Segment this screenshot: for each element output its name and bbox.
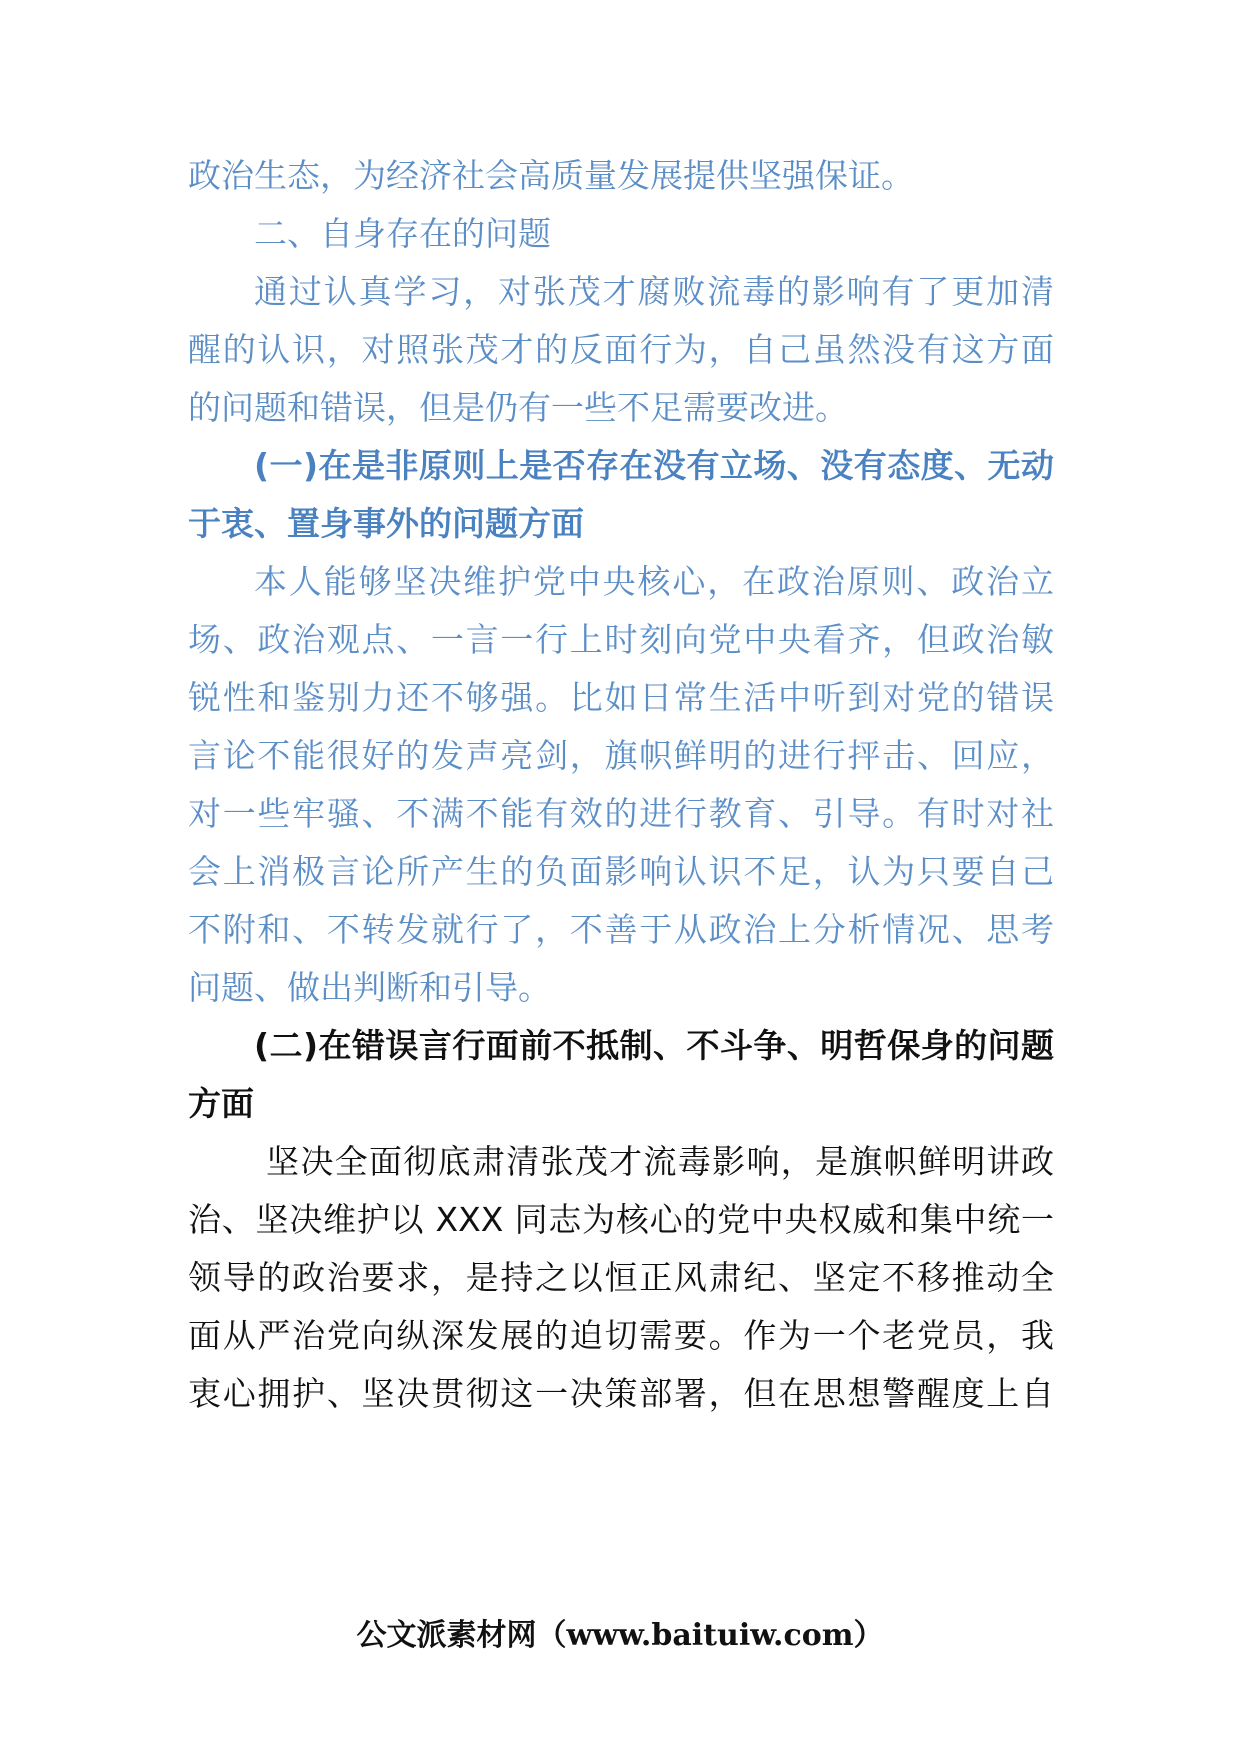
paragraph-line: 不附和、不转发就行了，不善于从政治上分析情况、思考 [188, 910, 1054, 949]
paragraph-line: 言论不能很好的发声亮剑，旗帜鲜明的进行抨击、回应， [188, 736, 1054, 775]
paragraph-line: 面从严治党向纵深发展的迫切需要。作为一个老党员，我 [188, 1316, 1054, 1355]
section-heading: 二、自身存在的问题 [254, 214, 551, 253]
paragraph-line: 政治生态，为经济社会高质量发展提供坚强保证。 [188, 156, 914, 195]
paragraph-line: 锐性和鉴别力还不够强。比如日常生活中听到对党的错误 [188, 678, 1054, 717]
paragraph-line: 衷心拥护、坚决贯彻这一决策部署，但在思想警醒度上自 [188, 1374, 1054, 1413]
paragraph-line: 醒的认识，对照张茂才的反面行为，自己虽然没有这方面 [188, 330, 1054, 369]
subsection-heading: 于衷、置身事外的问题方面 [188, 504, 584, 543]
paragraph-line: 坚决全面彻底肃清张茂才流毒影响，是旗帜鲜明讲政 [266, 1142, 1054, 1181]
paragraph-line: 的问题和错误，但是仍有一些不足需要改进。 [188, 388, 848, 427]
paragraph-line: 领导的政治要求，是持之以恒正风肃纪、坚定不移推动全 [188, 1258, 1054, 1297]
paragraph-line: 会上消极言论所产生的负面影响认识不足，认为只要自己 [188, 852, 1054, 891]
subsection-heading: 方面 [188, 1084, 254, 1123]
paragraph-line: 通过认真学习，对张茂才腐败流毒的影响有了更加清 [254, 272, 1054, 311]
paragraph-line: 对一些牢骚、不满不能有效的进行教育、引导。有时对社 [188, 794, 1054, 833]
paragraph-line: 治、坚决维护以 XXX 同志为核心的党中央权威和集中统一 [188, 1200, 1054, 1239]
footer-watermark: 公文派素材网（www.baituiw.com） [356, 1618, 884, 1653]
subsection-heading: (二)在错误言行面前不抵制、不斗争、明哲保身的问题 [254, 1026, 1054, 1065]
paragraph-line: 场、政治观点、一言一行上时刻向党中央看齐，但政治敏 [188, 620, 1054, 659]
paragraph-line: 问题、做出判断和引导。 [188, 968, 551, 1007]
subsection-heading: (一)在是非原则上是否存在没有立场、没有态度、无动 [254, 446, 1054, 485]
paragraph-line: 本人能够坚决维护党中央核心，在政治原则、政治立 [254, 562, 1054, 601]
